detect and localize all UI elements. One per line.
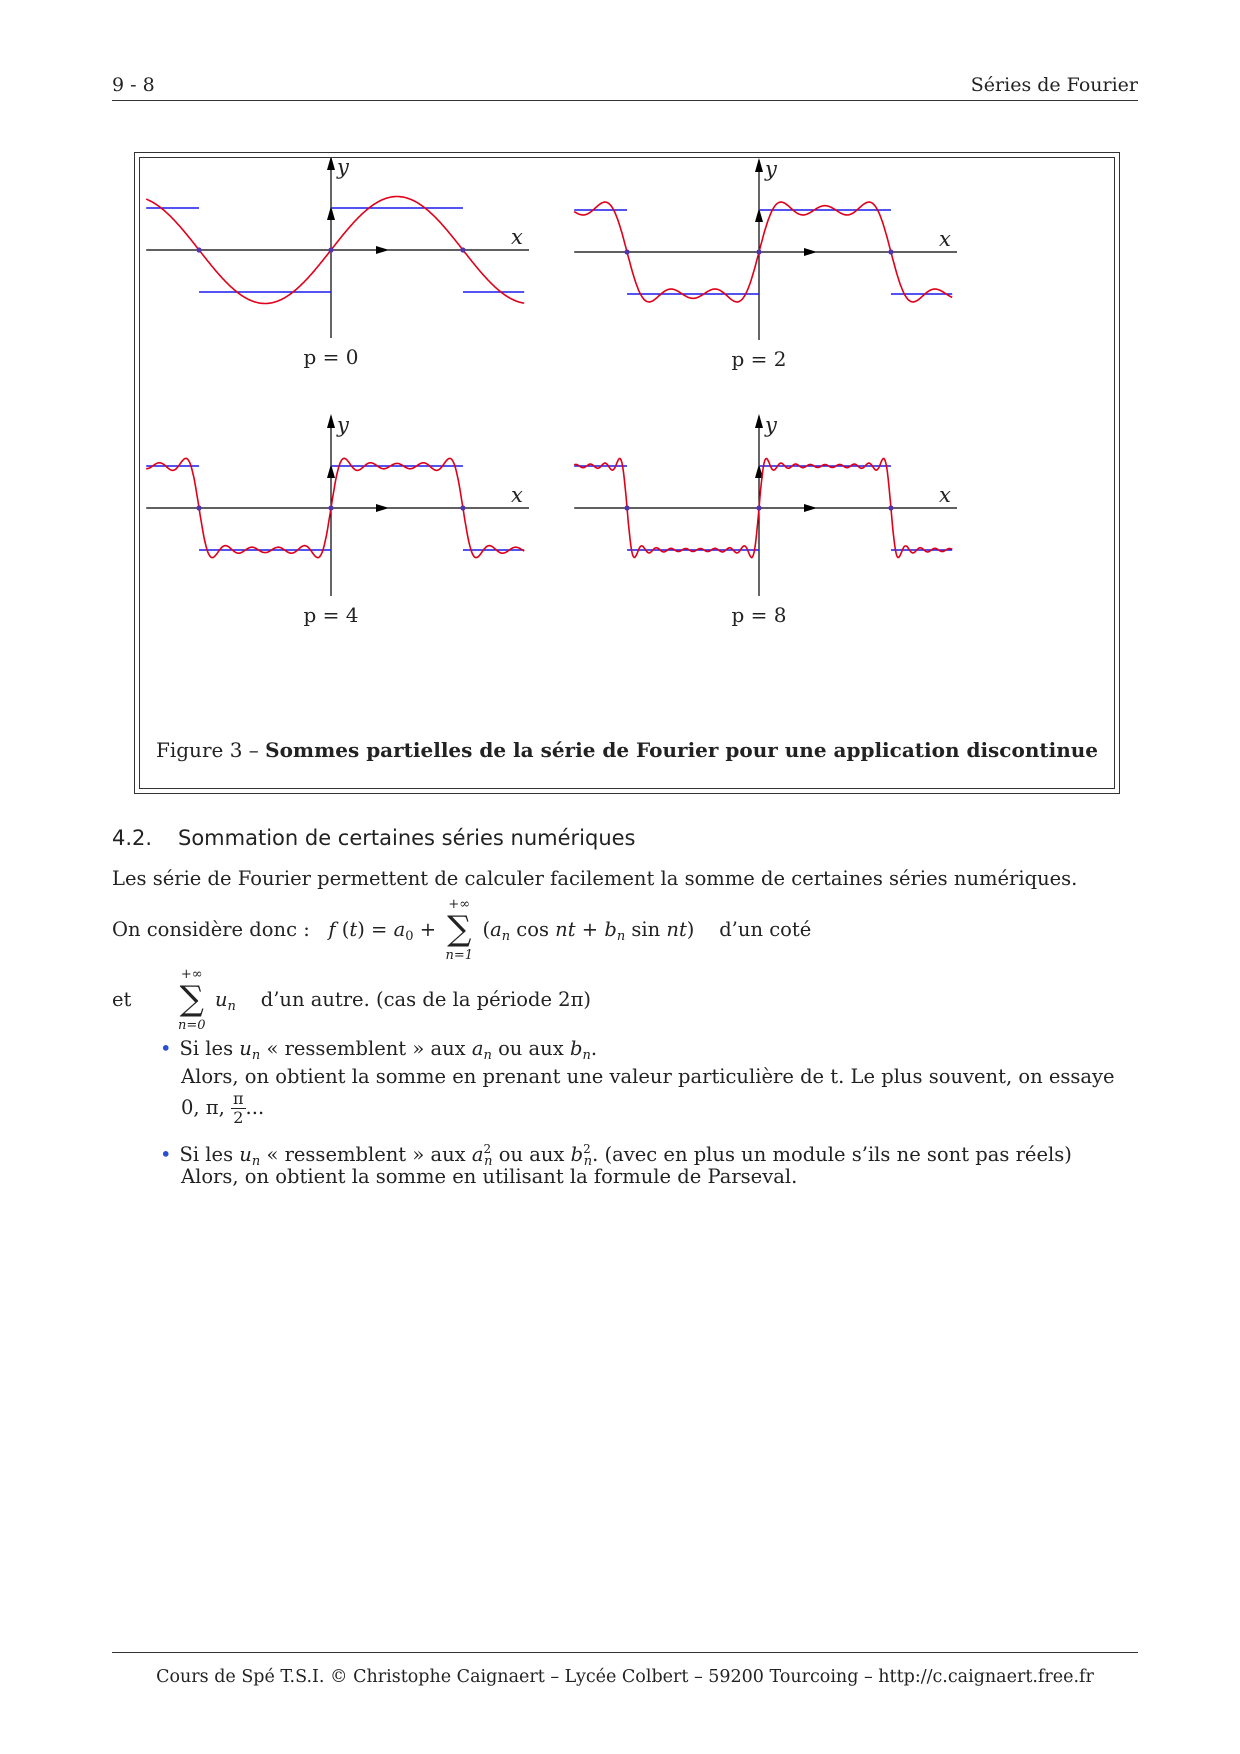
bullet1-line3-suffix: ... xyxy=(245,1096,265,1119)
sum-symbol-n0: +∞ ∑ n=0 xyxy=(175,984,209,1017)
page-footer: Cours de Spé T.S.I. © Christophe Caignaert – Lycée Colbert – 59200 Tourcoing – http://c.caignaert.free.fr xyxy=(112,1652,1138,1687)
discontinuity-point-1-0 xyxy=(624,249,629,254)
frac-numerator: π xyxy=(233,1089,244,1108)
formula-suffix: d’un coté xyxy=(719,918,812,941)
figure-frame xyxy=(134,152,1120,794)
x-axis-label-2: x xyxy=(511,483,523,507)
bullet1-text-c: ou aux xyxy=(498,1037,564,1060)
sum-upper-bound: +∞ xyxy=(448,897,471,912)
fourier-plots xyxy=(140,158,1114,728)
intro-paragraph: Les série de Fourier permettent de calculer facilement la somme de certaines séries numériques. xyxy=(112,867,1078,890)
x-axis-arrow-0 xyxy=(376,246,389,254)
chapter-title: Séries de Fourier xyxy=(970,74,1138,96)
bullet2-text-d: . (avec en plus un module s’ils ne sont pas réels) xyxy=(592,1143,1072,1166)
discontinuity-point-3-0 xyxy=(624,505,629,510)
bullet1-line2: Alors, on obtient la somme en prenant une valeur particulière de t. Le plus souvent, on essaye xyxy=(181,1065,1115,1088)
discontinuity-point-2-1 xyxy=(328,505,333,510)
bullet1-line3 xyxy=(181,1090,264,1127)
y-axis-label-0: y xyxy=(337,158,349,179)
x-axis-arrow-1 xyxy=(804,248,817,256)
discontinuity-point-2-0 xyxy=(196,505,201,510)
bullet1-line3-prefix: 0, π, xyxy=(181,1096,225,1119)
bullet-icon: • xyxy=(160,1143,172,1166)
formula-line-f: On considère donc : f $(t) = a_0$ + +∞ ∑ n=1 ($a_n$ cos nt + $b_n$ sin nt) d’un coté xyxy=(112,914,811,950)
x-axis-arrow-3 xyxy=(804,504,817,512)
discontinuity-point-0-0 xyxy=(196,247,201,252)
bullet1-text-b: « ressemblent » aux xyxy=(266,1037,466,1060)
formula-prefix: On considère donc : xyxy=(112,918,310,941)
panel-label-2: p = 4 xyxy=(303,603,359,627)
section-title: Sommation de certaines séries numériques xyxy=(178,826,636,850)
page-header xyxy=(112,72,1138,101)
sum-lower-bound: n=1 xyxy=(445,948,474,963)
page-number: 9 - 8 xyxy=(112,74,155,96)
bullet2-text-b: « ressemblent » aux xyxy=(266,1143,466,1166)
bullet2-line2: Alors, on obtient la somme en utilisant la formule de Parseval. xyxy=(181,1165,798,1188)
sum2-lower-bound: n=0 xyxy=(178,1018,206,1033)
panel-label-1: p = 2 xyxy=(731,347,787,371)
caption-prefix: Figure 3 – xyxy=(155,738,266,762)
bullet-icon: • xyxy=(160,1037,172,1060)
panel-label-3: p = 8 xyxy=(731,603,787,627)
y-axis-label-3: y xyxy=(765,413,777,437)
discontinuity-point-2-2 xyxy=(460,505,465,510)
discontinuity-point-1-2 xyxy=(888,249,893,254)
pi-over-two-fraction xyxy=(231,1090,246,1127)
y-axis-label-2: y xyxy=(337,413,349,437)
frac-denominator: 2 xyxy=(233,1108,244,1127)
sum-symbol-n1: +∞ ∑ n=1 xyxy=(442,914,476,947)
discontinuity-point-3-1 xyxy=(756,505,761,510)
discontinuity-point-3-2 xyxy=(888,505,893,510)
bullet-item-1: • Si les $u_n$ « ressemblent » aux $a_n$ ou aux $b_n$. xyxy=(160,1037,598,1063)
y-axis-label-1: y xyxy=(765,158,777,181)
sum2-upper-bound: +∞ xyxy=(180,967,203,982)
bullet2-text-a: Si les xyxy=(179,1143,234,1166)
formula2-prefix: et xyxy=(112,988,132,1011)
formula-line-u: et +∞ ∑ n=0 $u_n$ d’un autre. (cas de la période 2π) xyxy=(112,984,591,1020)
discontinuity-point-1-1 xyxy=(756,249,761,254)
figure-inner-border xyxy=(139,157,1115,789)
y-axis-arrow-1 xyxy=(755,158,763,172)
figure-caption xyxy=(140,738,1114,762)
caption-title: Sommes partielles de la série de Fourier pour une application discontinue xyxy=(265,738,1099,762)
y-axis-arrow-3 xyxy=(755,414,763,428)
x-axis-label-3: x xyxy=(939,483,951,507)
formula2-suffix: d’un autre. (cas de la période 2π) xyxy=(260,988,592,1011)
section-number: 4.2. xyxy=(112,826,153,850)
discontinuity-point-0-1 xyxy=(328,247,333,252)
bullet2-text-c: ou aux xyxy=(498,1143,565,1166)
bullet1-text-a: Si les xyxy=(179,1037,234,1060)
discontinuity-point-0-2 xyxy=(460,247,465,252)
x-axis-label-0: x xyxy=(511,225,523,249)
section-heading xyxy=(112,826,636,850)
y-axis-arrow-2 xyxy=(327,414,335,428)
x-axis-arrow-2 xyxy=(376,504,389,512)
x-axis-label-1: x xyxy=(939,227,951,251)
bullet-item-2: • Si les $u_n$ « ressemblent » aux $a^2_n$ ou aux $b^2_n$. (avec en plus un module s’ils ne sont pas réels) xyxy=(160,1142,1072,1169)
y-axis-arrow-0 xyxy=(327,158,335,170)
panel-label-0: p = 0 xyxy=(303,345,359,369)
